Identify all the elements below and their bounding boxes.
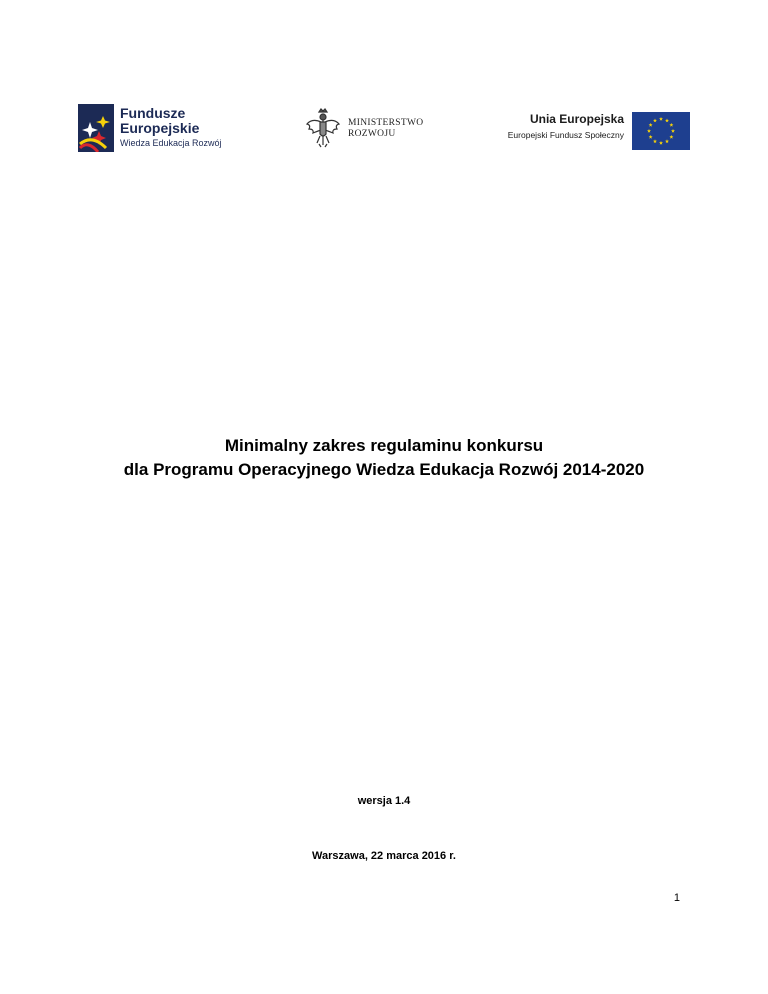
polish-eagle-emblem-icon xyxy=(304,108,342,148)
funds-logo-line1: Fundusze xyxy=(120,105,186,121)
european-funds-stars-icon xyxy=(78,104,114,152)
eu-logo-line1: Unia Europejska xyxy=(529,112,624,126)
ministry-logo-line1: MINISTERSTWO xyxy=(348,118,424,128)
page-number: 1 xyxy=(673,892,680,904)
document-version: wersja 1.4 xyxy=(357,795,411,807)
eu-flag-icon xyxy=(632,112,690,150)
funds-logo xyxy=(78,104,278,156)
document-title-line1: Minimalny zakres regulaminu konkursu xyxy=(224,436,544,455)
funds-logo-line2: Europejskie xyxy=(120,120,200,136)
document-title-line2: dla Programu Operacyjnego Wiedza Edukacja Rozwój 2014-2020 xyxy=(123,460,645,479)
ministry-logo xyxy=(304,108,434,152)
ministry-logo-line2: ROZWOJU xyxy=(348,129,396,139)
eu-logo xyxy=(486,108,690,152)
funds-logo-line3: Wiedza Edukacja Rozwój xyxy=(120,138,222,148)
document-title xyxy=(40,434,728,482)
eu-logo-line2: Europejski Fundusz Społeczny xyxy=(507,130,624,140)
document-place-date: Warszawa, 22 marca 2016 r. xyxy=(312,850,456,862)
logo-band xyxy=(78,100,690,160)
